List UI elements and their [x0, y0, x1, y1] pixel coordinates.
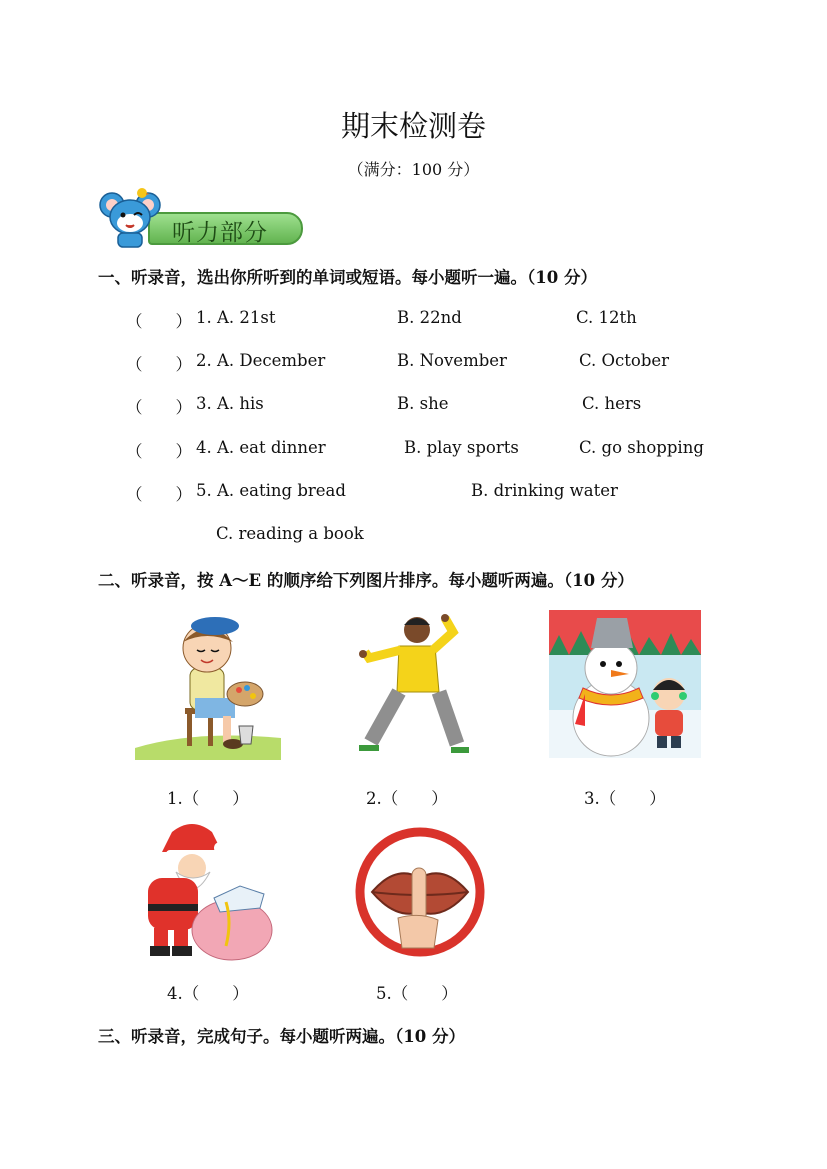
question-row [126, 308, 766, 330]
section3-heading: 三、听录音，完成句子。每小题听两遍。（10 分） [98, 1027, 465, 1046]
answer-bracket[interactable]: （ ） [126, 485, 192, 504]
answer-bracket[interactable]: （ ） [126, 442, 192, 461]
picture-caption[interactable]: 1.（ ） [167, 789, 249, 808]
snowman-icon [549, 610, 701, 758]
boy-painting-icon [135, 608, 281, 760]
option-b: B. 22nd [397, 308, 462, 327]
question-row [126, 481, 766, 503]
answer-bracket[interactable]: （ ） [126, 312, 192, 331]
mouse-mascot-icon [98, 185, 162, 251]
option-c: C. October [579, 351, 670, 370]
option-a: 3. A. his [196, 394, 264, 413]
question-row [126, 351, 766, 373]
option-b: B. play sports [404, 438, 519, 457]
answer-bracket[interactable]: （ ） [126, 398, 192, 417]
option-b: B. drinking water [471, 481, 618, 500]
option-a: 2. A. December [196, 351, 326, 370]
option-c: C. go shopping [579, 438, 704, 457]
boy-stretching-icon [355, 610, 475, 760]
picture-caption[interactable]: 4.（ ） [167, 984, 249, 1003]
picture-caption[interactable]: 2.（ ） [366, 789, 448, 808]
page-title: 期末检测卷 [340, 109, 486, 143]
santa-claus-icon [128, 820, 278, 964]
option-c: C. 12th [576, 308, 637, 327]
option-c: C. reading a book [216, 524, 364, 543]
option-a: 1. A. 21st [196, 308, 276, 327]
answer-bracket[interactable]: （ ） [126, 355, 192, 374]
page-subtitle: （满分：100 分） [347, 160, 480, 179]
section1-heading: 一、听录音，选出你所听到的单词或短语。每小题听一遍。（10 分） [98, 268, 597, 287]
quiet-sign-icon [354, 826, 486, 958]
option-c: C. hers [582, 394, 642, 413]
question-row [126, 394, 766, 416]
question-row-continued [126, 524, 766, 546]
option-a: 5. A. eating bread [196, 481, 346, 500]
option-b: B. she [397, 394, 449, 413]
question-row [126, 438, 766, 460]
option-a: 4. A. eat dinner [196, 438, 326, 457]
picture-caption[interactable]: 5.（ ） [376, 984, 458, 1003]
section-badge-label: 听力部分 [172, 220, 268, 246]
picture-caption[interactable]: 3.（ ） [584, 789, 666, 808]
section2-heading: 二、听录音，按 A～E 的顺序给下列图片排序。每小题听两遍。（10 分） [98, 571, 634, 590]
option-b: B. November [397, 351, 507, 370]
